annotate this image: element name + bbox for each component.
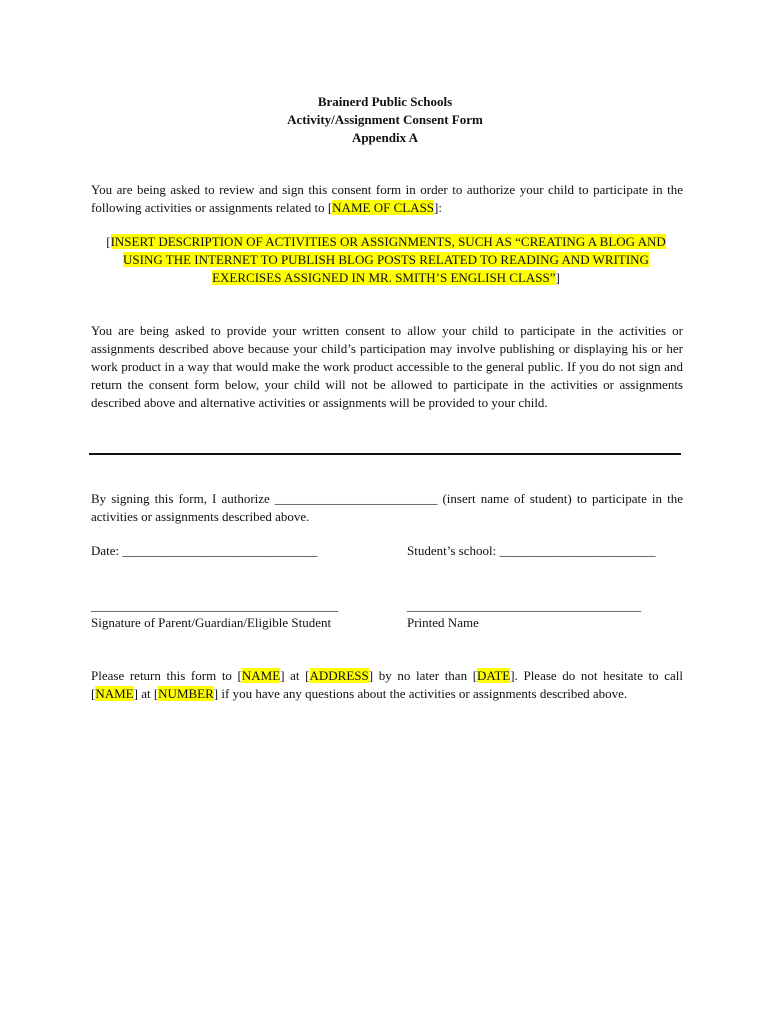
- return-text: ] by no later than [: [368, 668, 478, 683]
- appendix-label: Appendix A: [351, 130, 419, 145]
- return-text: ]. Please do not hesitate to call [: [91, 668, 684, 701]
- section-divider: [89, 453, 681, 455]
- return-text: Please return this form to [: [91, 668, 242, 683]
- intro-text-end: ]:: [434, 200, 442, 215]
- signature-label: Signature of Parent/Guardian/Eligible Student: [91, 615, 332, 630]
- intro-text: You are being asked to review and sign this consent form in order to authorize your child to participate in the following activities or assignments related to [: [91, 182, 683, 215]
- printed-name-line[interactable]: ____________________________________: [407, 598, 641, 613]
- printed-name-label: Printed Name: [407, 615, 479, 630]
- bracket-close: ]: [555, 270, 560, 285]
- authorization-statement[interactable]: By signing this form, I authorize _________________________ (insert name of student) to participate in the activities or assignments described above.: [91, 491, 683, 524]
- school-name: Brainerd Public Schools: [317, 94, 453, 109]
- contact-name-placeholder[interactable]: NAME: [95, 686, 134, 701]
- consent-paragraph: You are being asked to provide your written consent to allow your child to participate in the activities or assignments described above because your child’s participation may involve publishing or displaying his or her work product in a way that would make the work product accessible to the general public. If you do not sign and return the consent form below, your child will not be allowed to participate in the activities or assignments described above and alternative activities or assignments will be provided to your child.: [91, 323, 683, 410]
- date-placeholder[interactable]: DATE: [477, 668, 511, 683]
- return-name-placeholder[interactable]: NAME: [241, 668, 281, 683]
- intro-paragraph: [91, 181, 683, 217]
- return-text: ] at [: [280, 668, 310, 683]
- class-name-placeholder[interactable]: NAME OF CLASS: [332, 200, 435, 215]
- activity-description-placeholder[interactable]: INSERT DESCRIPTION OF ACTIVITIES OR ASSIGNMENTS, SUCH AS “CREATING A BLOG AND USING THE INTERNET TO PUBLISH BLOG POSTS RELATED TO READING AND WRITING EXERCISES ASSIGNED IN MR. SMITH’S ENGLISH CLASS”: [110, 234, 666, 285]
- student-school-field[interactable]: Student’s school: ________________________: [407, 543, 656, 558]
- phone-number-placeholder[interactable]: NUMBER: [158, 686, 214, 701]
- address-placeholder[interactable]: ADDRESS: [309, 668, 369, 683]
- activity-description: [91, 233, 681, 287]
- return-instructions: [91, 667, 683, 703]
- date-field[interactable]: Date: ______________________________: [91, 543, 318, 558]
- signature-line[interactable]: ______________________________________: [91, 598, 338, 613]
- form-title: Activity/Assignment Consent Form: [287, 112, 483, 127]
- form-header: [0, 93, 770, 147]
- return-text: ] at [: [133, 686, 159, 701]
- return-text: ] if you have any questions about the activities or assignments described above.: [213, 686, 628, 701]
- bracket-open: [: [106, 234, 111, 249]
